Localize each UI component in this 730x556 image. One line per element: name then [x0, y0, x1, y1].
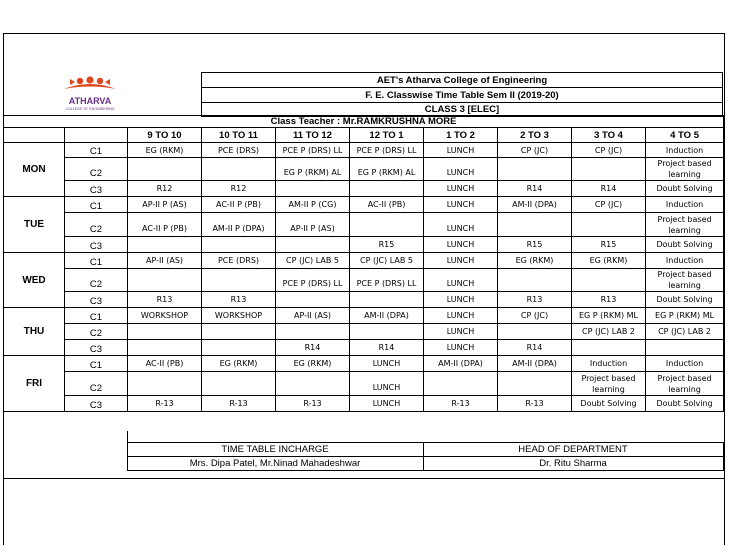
timetable-cell: Doubt Solving	[646, 292, 724, 308]
table-row	[4, 237, 724, 253]
logo-subtitle: COLLEGE OF ENGINEERING	[65, 107, 115, 111]
class-slot-label: C3	[65, 237, 128, 253]
logo-name: ATHARVA	[68, 96, 112, 106]
timetable-cell: R15	[350, 237, 424, 253]
timetable-cell: PCE P (DRS) LL	[350, 269, 424, 292]
timetable-cell: EG (RKM)	[128, 143, 202, 158]
timetable-cell: LUNCH	[350, 396, 424, 412]
timetable-cell: AC-II (PB)	[350, 197, 424, 213]
timetable-cell: R15	[572, 237, 646, 253]
class-slot-label: C2	[65, 158, 128, 181]
timetable-cell: AC-II P (PB)	[128, 213, 202, 237]
timetable-cell: CP (JC) LAB 5	[276, 253, 350, 269]
timetable-cell	[128, 340, 202, 356]
timetable-cell: R14	[498, 340, 572, 356]
timetable-cell: R14	[350, 340, 424, 356]
timetable-cell: EG P (RKM) ML	[572, 308, 646, 324]
timetable-cell: R14	[498, 181, 572, 197]
timetable-cell	[276, 181, 350, 197]
timetable-cell: LUNCH	[424, 308, 498, 324]
timetable-cell	[276, 324, 350, 340]
class-teacher: Class Teacher : Mr.RAMKRUSHNA MORE	[4, 116, 724, 128]
timetable-cell: Project based learning	[646, 269, 724, 292]
timetable-cell: R13	[498, 292, 572, 308]
class-slot-label: C3	[65, 181, 128, 197]
timetable-cell: LUNCH	[350, 356, 424, 372]
timetable-cell	[572, 213, 646, 237]
class-slot-label: C2	[65, 213, 128, 237]
class-slot-label: C3	[65, 340, 128, 356]
timetable-cell: PCE (DRS)	[202, 143, 276, 158]
timeslot-header: 2 TO 3	[498, 128, 572, 143]
timetable-cell: WORKSHOP	[202, 308, 276, 324]
timetable-cell	[350, 324, 424, 340]
college-name: AET's Atharva College of Engineering	[202, 73, 723, 88]
timetable-cell: Project based learning	[646, 372, 724, 396]
timetable-cell: LUNCH	[424, 324, 498, 340]
footer-table	[3, 431, 724, 471]
timetable-cell: R13	[128, 292, 202, 308]
table-row	[4, 143, 724, 158]
timetable-cell: AC-II (PB)	[128, 356, 202, 372]
table-row	[4, 356, 724, 372]
timetable-cell	[498, 213, 572, 237]
timetable-cell: LUNCH	[424, 269, 498, 292]
incharge-names: Mrs. Dipa Patel, Mr.Ninad Mahadeshwar	[127, 456, 423, 470]
hod-title: HEAD OF DEPARTMENT	[423, 442, 723, 456]
timetable-cell: EG (RKM)	[498, 253, 572, 269]
timetable-grid	[3, 115, 724, 412]
timetable-cell	[276, 237, 350, 253]
class-slot-label: C3	[65, 396, 128, 412]
timetable-title: F. E. Classwise Time Table Sem II (2019-20)	[202, 88, 723, 103]
timetable-cell	[350, 213, 424, 237]
timetable-cell: AM-II P (DPA)	[202, 213, 276, 237]
timetable-cell	[202, 340, 276, 356]
timetable-cell: EG (RKM)	[572, 253, 646, 269]
timetable-cell: AM-II (DPA)	[498, 356, 572, 372]
timetable-cell: R14	[572, 181, 646, 197]
table-row	[4, 292, 724, 308]
timetable-cell: PCE P (DRS) LL	[276, 269, 350, 292]
table-row	[4, 308, 724, 324]
timetable-cell: Project based learning	[646, 158, 724, 181]
day-label: THU	[4, 308, 65, 356]
table-row	[4, 197, 724, 213]
table-row	[4, 181, 724, 197]
timetable-cell: R15	[498, 237, 572, 253]
timetable-cell: Doubt Solving	[646, 237, 724, 253]
timetable-cell: EG P (RKM) ML	[646, 308, 724, 324]
timetable-cell: R-13	[498, 396, 572, 412]
timetable-cell: CP (JC)	[572, 143, 646, 158]
timetable-cell	[424, 372, 498, 396]
timetable-cell: AM-II (DPA)	[424, 356, 498, 372]
incharge-title: TIME TABLE INCHARGE	[127, 442, 423, 456]
class-slot-label: C1	[65, 356, 128, 372]
atharva-logo	[56, 75, 124, 113]
timetable-cell: LUNCH	[424, 143, 498, 158]
timetable-cell: LUNCH	[424, 213, 498, 237]
timetable-cell: CP (JC) LAB 2	[572, 324, 646, 340]
footer-divider	[3, 478, 725, 479]
table-row	[4, 324, 724, 340]
timetable-cell: AP-II (AS)	[276, 308, 350, 324]
timetable-cell	[498, 269, 572, 292]
timetable-cell: PCE P (DRS) LL	[350, 143, 424, 158]
timetable-cell	[572, 340, 646, 356]
timetable-cell: Induction	[572, 356, 646, 372]
timetable-cell: CP (JC) LAB 5	[350, 253, 424, 269]
timetable-cell: CP (JC)	[572, 197, 646, 213]
timetable-cell	[128, 269, 202, 292]
timetable-cell	[572, 269, 646, 292]
timetable-cell: EG P (RKM) AL	[350, 158, 424, 181]
timetable-cell	[202, 269, 276, 292]
table-row	[4, 213, 724, 237]
timetable-cell: LUNCH	[424, 158, 498, 181]
timetable-cell: R14	[276, 340, 350, 356]
timeslot-header: 11 TO 12	[276, 128, 350, 143]
timeslot-header: 4 TO 5	[646, 128, 724, 143]
table-row	[4, 396, 724, 412]
corner-cell	[4, 128, 65, 143]
class-slot-label: C1	[65, 308, 128, 324]
timetable-cell	[202, 237, 276, 253]
day-label: WED	[4, 253, 65, 308]
timetable-cell: Induction	[646, 143, 724, 158]
timetable-cell: AP-II P (AS)	[276, 213, 350, 237]
timetable-cell: AM-II (DPA)	[498, 197, 572, 213]
table-row	[4, 158, 724, 181]
timetable-cell	[202, 324, 276, 340]
timeslot-header: 1 TO 2	[424, 128, 498, 143]
timeslot-header: 12 TO 1	[350, 128, 424, 143]
timetable-cell: AM-II (DPA)	[350, 308, 424, 324]
timetable-cell: Doubt Solving	[646, 181, 724, 197]
timetable-cell	[572, 158, 646, 181]
timetable-cell: Doubt Solving	[572, 396, 646, 412]
timetable-cell: CP (JC) LAB 2	[646, 324, 724, 340]
day-label: MON	[4, 143, 65, 197]
class-slot-label: C2	[65, 372, 128, 396]
timetable-cell: LUNCH	[424, 237, 498, 253]
timetable-cell: AP-II (AS)	[128, 253, 202, 269]
timeslot-header: 3 TO 4	[572, 128, 646, 143]
timetable-cell: Induction	[646, 356, 724, 372]
timetable-cell: LUNCH	[424, 253, 498, 269]
timetable-cell: Induction	[646, 253, 724, 269]
timetable-cell	[350, 181, 424, 197]
class-slot-label: C2	[65, 324, 128, 340]
timetable-cell	[128, 237, 202, 253]
timetable-cell: EG P (RKM) AL	[276, 158, 350, 181]
timetable-cell: AC-II P (PB)	[202, 197, 276, 213]
timetable-cell	[498, 324, 572, 340]
timetable-cell: LUNCH	[424, 292, 498, 308]
day-label: FRI	[4, 356, 65, 412]
header-table	[201, 72, 723, 117]
timetable-cell: R13	[572, 292, 646, 308]
class-slot-label: C1	[65, 253, 128, 269]
timetable-cell: PCE (DRS)	[202, 253, 276, 269]
timetable-cell: EG (RKM)	[202, 356, 276, 372]
timetable-cell: LUNCH	[424, 197, 498, 213]
hod-name: Dr. Ritu Sharma	[423, 456, 723, 470]
timetable-cell: Induction	[646, 197, 724, 213]
timeslot-header: 9 TO 10	[128, 128, 202, 143]
timetable-cell: WORKSHOP	[128, 308, 202, 324]
class-slot-label: C1	[65, 197, 128, 213]
table-row	[4, 269, 724, 292]
timetable-cell	[276, 292, 350, 308]
timetable-cell: R-13	[202, 396, 276, 412]
timetable-cell: CP (JC)	[498, 308, 572, 324]
timetable-cell: AM-II P (CG)	[276, 197, 350, 213]
timetable-cell: R-13	[128, 396, 202, 412]
class-slot-label: C2	[65, 269, 128, 292]
timetable-cell: PCE P (DRS) LL	[276, 143, 350, 158]
table-row	[4, 253, 724, 269]
timetable-cell: R13	[202, 292, 276, 308]
timetable-cell	[128, 324, 202, 340]
timetable-cell	[646, 340, 724, 356]
timetable-cell	[128, 372, 202, 396]
timetable-cell: LUNCH	[424, 181, 498, 197]
timetable-cell: R12	[128, 181, 202, 197]
timetable-cell	[350, 292, 424, 308]
timetable-cell: R-13	[276, 396, 350, 412]
day-label: TUE	[4, 197, 65, 253]
timetable-cell: R-13	[424, 396, 498, 412]
timetable-cell	[276, 372, 350, 396]
timetable-cell: Doubt Solving	[646, 396, 724, 412]
timeslot-header: 10 TO 11	[202, 128, 276, 143]
timetable-cell	[202, 158, 276, 181]
timetable-cell: R12	[202, 181, 276, 197]
timetable-cell: LUNCH	[424, 340, 498, 356]
timetable-cell: AP-II P (AS)	[128, 197, 202, 213]
timetable-cell: EG (RKM)	[276, 356, 350, 372]
table-row	[4, 372, 724, 396]
timetable-cell: CP (JC)	[498, 143, 572, 158]
timetable-cell	[498, 372, 572, 396]
timetable-cell	[128, 158, 202, 181]
timetable-cell: LUNCH	[350, 372, 424, 396]
corner-cell	[65, 128, 128, 143]
timetable-cell	[202, 372, 276, 396]
timetable-cell	[498, 158, 572, 181]
timetable-cell: Project based learning	[572, 372, 646, 396]
class-name: CLASS 3 [ELEC]	[202, 103, 723, 117]
class-slot-label: C1	[65, 143, 128, 158]
class-slot-label: C3	[65, 292, 128, 308]
timetable-cell: Project based learning	[646, 213, 724, 237]
table-row	[4, 340, 724, 356]
